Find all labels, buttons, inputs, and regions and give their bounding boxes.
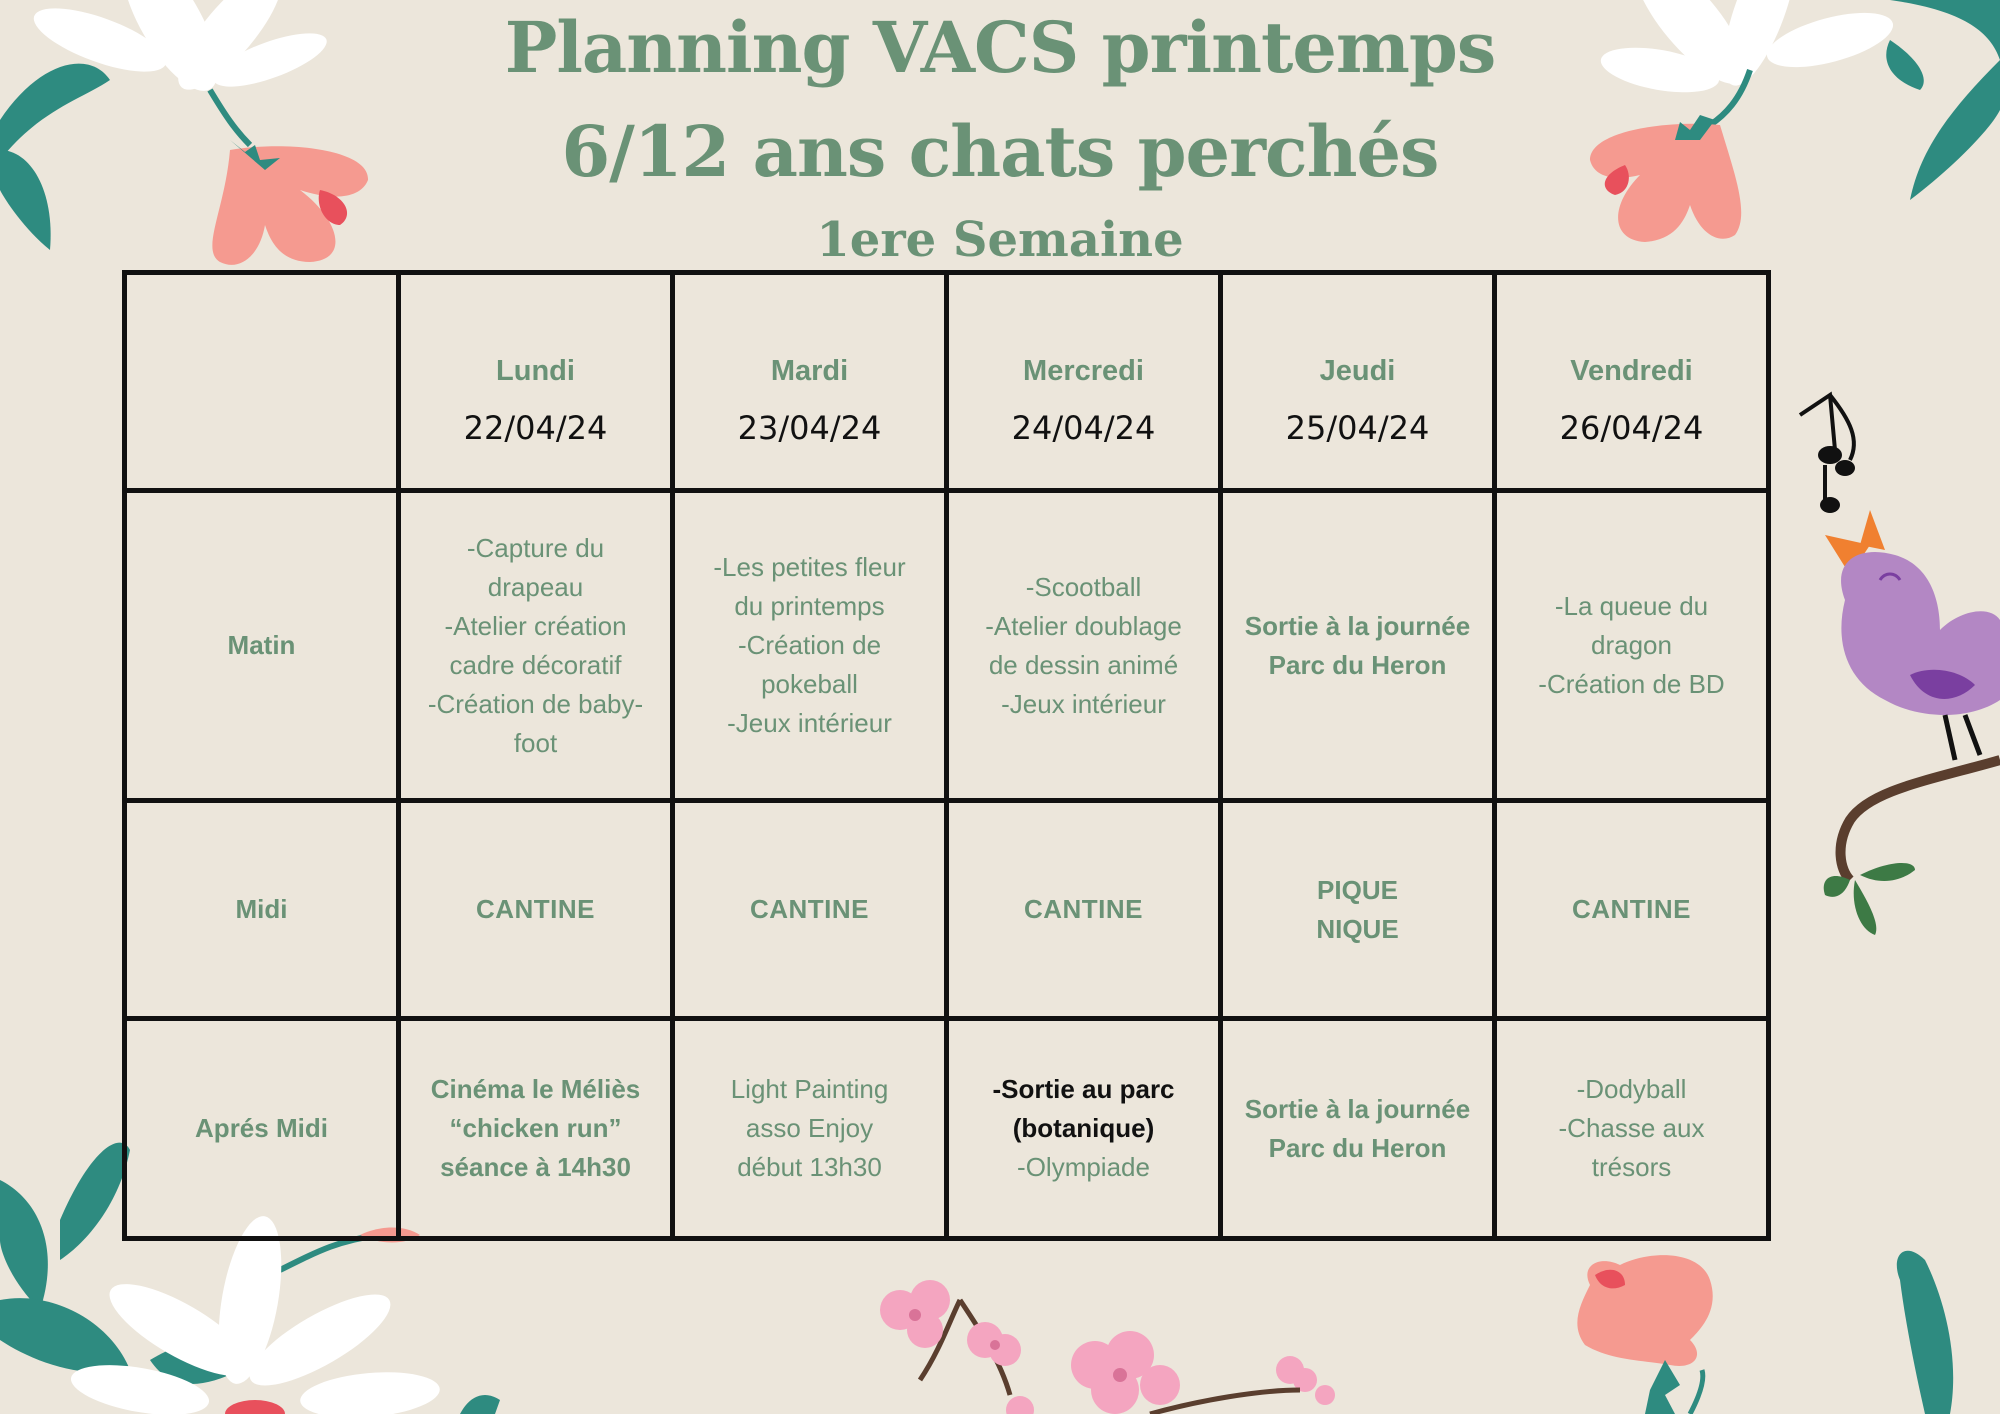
page-title: Planning VACS printemps [504,6,1496,89]
cantine-cell: CANTINE [399,801,673,1019]
flower-illustration [1577,1255,1712,1414]
activity-line: pokeball [761,669,858,699]
activity-cell [947,491,1221,801]
activity-line: Cinéma le Méliès [430,1074,641,1104]
activity-line: dragon [1591,630,1672,660]
activity-line: Sortie à la journée [1244,1093,1471,1124]
day-date: 25/04/24 [1285,408,1430,447]
matin-row [125,491,1769,801]
day-date: 26/04/24 [1559,408,1704,447]
activity-cell [399,491,673,801]
activity-line: Parc du Heron [1268,649,1447,680]
activity-cell [673,1019,947,1239]
week-label: 1ere Semaine [816,212,1184,268]
activity-line: -Création de baby- [427,688,644,719]
corner-cell [125,273,399,491]
pique-nique-line: NIQUE [1316,913,1399,944]
pique-nique-cell [1221,801,1495,1019]
bird-illustration [1824,510,2000,935]
activity-line: -Olympiade [1017,1152,1150,1182]
activity-line: drapeau [487,571,584,602]
row-label-matin: Matin [125,491,399,801]
day-date: 24/04/24 [1011,408,1156,447]
activity-line: -Jeux intérieur [1001,688,1166,719]
activity-line: Parc du Heron [1268,1132,1447,1163]
activity-cell [399,1019,673,1239]
activity-line: -La queue du [1554,591,1709,621]
activity-line: -Atelier doublage [985,610,1182,641]
header-row [125,273,1769,491]
activity-line: trésors [1591,1152,1672,1182]
activity-line: -Scootball [1025,571,1142,602]
day-name: Mercredi [1023,354,1144,387]
activity-line: -Création de [737,630,882,660]
activity-line: Sortie à la journée [1244,610,1471,641]
activity-line: -Jeux intérieur [727,708,892,738]
cantine-cell: CANTINE [673,801,947,1019]
activity-line: -Dodyball [1576,1074,1687,1104]
activity-line: asso Enjoy [745,1113,874,1143]
activity-line: début 13h30 [737,1152,882,1182]
leaf-illustration [1897,1251,1953,1414]
header-cell [1221,273,1495,491]
day-name: Lundi [496,354,575,387]
activity-line: -Capture du [466,532,605,563]
activity-line: -Sortie au parc [992,1074,1175,1104]
cantine-cell: CANTINE [947,801,1221,1019]
activity-cell [1495,491,1769,801]
day-date: 23/04/24 [737,408,882,447]
activity-line: (botanique) [1012,1113,1155,1143]
day-name: Jeudi [1319,354,1396,387]
day-name: Vendredi [1570,354,1693,387]
activity-line: de dessin animé [988,649,1179,680]
activity-cell [1221,1019,1495,1239]
activity-line: -Les petites fleur [713,552,906,582]
activity-cell [1221,491,1495,801]
pique-nique-line: PIQUE [1317,874,1398,905]
activity-line: -Création de BD [1538,669,1725,699]
activity-line: foot [513,727,558,758]
midi-row [125,801,1769,1019]
row-label-apres-midi: Aprés Midi [125,1019,399,1239]
music-note-icon [1800,395,1855,513]
activity-line: séance à 14h30 [440,1152,631,1182]
cherry-blossom-illustration [880,1280,1335,1414]
activity-line: cadre décoratif [449,649,622,680]
header-cell [399,273,673,491]
apres-midi-row [125,1019,1769,1239]
activity-line: -Chasse aux [1558,1113,1705,1143]
header-cell [673,273,947,491]
page-subtitle: 6/12 ans chats perchés [561,110,1439,193]
header-cell [1495,273,1769,491]
activity-line: Light Painting [730,1074,889,1104]
cantine-cell: CANTINE [1495,801,1769,1019]
header-cell [947,273,1221,491]
activity-line: “chicken run” [449,1113,622,1143]
day-name: Mardi [770,354,849,387]
activity-cell [1495,1019,1769,1239]
day-date: 22/04/24 [463,408,608,447]
schedule-table [122,270,1771,1241]
activity-line: du printemps [734,591,885,621]
activity-cell [947,1019,1221,1239]
row-label-midi: Midi [125,801,399,1019]
activity-cell [673,491,947,801]
activity-line: -Atelier création [444,610,627,641]
